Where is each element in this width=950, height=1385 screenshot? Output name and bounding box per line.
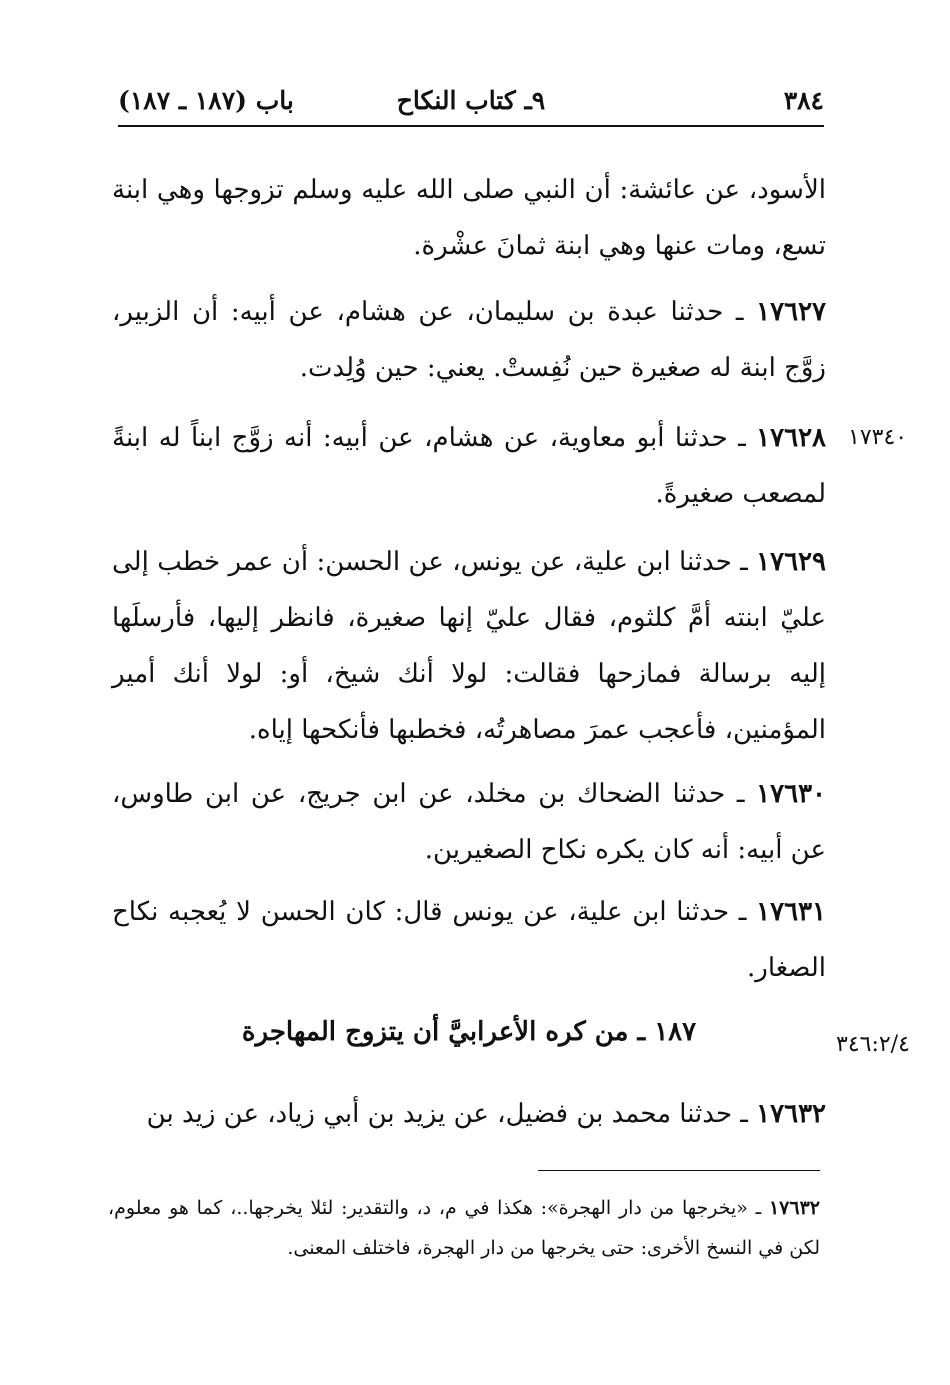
footnote-rule [538, 1170, 820, 1171]
hadith-number: ١٧٦٢٨ [756, 423, 826, 453]
hadith-17628 [112, 410, 826, 522]
hadith-number: ١٧٦٢٧ [756, 297, 826, 327]
footnote-number: ١٧٦٣٢ [768, 1197, 820, 1219]
chapter-range: باب (١٨٧ ـ ١٨٧) [118, 86, 294, 115]
hadith-text: ـ حدثنا ابن علية، عن يونس قال: كان الحسن لا يُعجبه نكاح الصغار. [112, 897, 826, 983]
paragraph-text: الأسود، عن عائشة: أن النبي صلى الله عليه وسلم تزوجها وهي ابنة تسع، ومات عنها وهي ابنة ثمانَ عشْرة. [112, 175, 826, 261]
margin-reference: ٣٤٦:٢/٤ [836, 1032, 910, 1057]
hadith-number: ١٧٦٣٢ [756, 1099, 826, 1129]
footnote-text: ـ «يخرجها من دار الهجرة»: هكذا في م، د، والتقدير: لئلا يخرجها..، كما هو معلوم، لكن في النسخ الأخرى: حتى يخرجها من دار الهجرة، فاختلف المعنى. [108, 1197, 820, 1259]
hadith-text: ـ حدثنا عبدة بن سليمان، عن هشام، عن أبيه: أن الزبير، زوَّج ابنة له صغيرة حين نُفِستْ. يعني: حين وُلِدت. [112, 297, 826, 383]
margin-reference: ١٧٣٤٠ [848, 425, 908, 450]
hadith-text: ـ حدثنا أبو معاوية، عن هشام، عن أبيه: أنه زوَّج ابناً له ابنةً لمصعب صغيرةً. [112, 423, 826, 509]
hadith-number: ١٧٦٢٩ [756, 547, 826, 577]
hadith-17630 [112, 766, 826, 878]
page-number: ٣٨٤ [783, 86, 824, 115]
header-rule [118, 125, 824, 127]
hadith-17631 [112, 884, 826, 996]
hadith-text: ـ حدثنا محمد بن فضيل، عن يزيد بن أبي زياد، عن زيد بن [146, 1099, 757, 1129]
hadith-number: ١٧٦٣١ [756, 897, 826, 927]
page-header [118, 84, 824, 124]
section-heading: ١٨٧ ـ من كره الأعرابيَّ أن يتزوج المهاجرة [241, 1017, 697, 1047]
hadith-17632 [112, 1086, 826, 1142]
hadith-text: ـ حدثنا الضحاك بن مخلد، عن ابن جريج، عن ابن طاوس، عن أبيه: أنه كان يكره نكاح الصغيرين. [112, 779, 826, 865]
paragraph-continuation [112, 162, 826, 274]
hadith-text: ـ حدثنا ابن علية، عن يونس، عن الحسن: أن عمر خطب إلى عليّ ابنته أمَّ كلثوم، فقال عليّ إنها صغيرة، فانظر إليها، فأرسلَها إليه برسالة فمازحها فقالت: لولا أنك شيخ، أو: لولا أنك أمير المؤمنين، فأعجب عمرَ مصاهرتُه، فخطبها فأنكحها إياه. [112, 547, 826, 745]
hadith-17629 [112, 534, 826, 758]
book-title: ٩ـ كتاب النكاح [396, 86, 546, 115]
hadith-number: ١٧٦٣٠ [756, 779, 826, 809]
footnote [108, 1188, 820, 1268]
hadith-17627 [112, 284, 826, 396]
